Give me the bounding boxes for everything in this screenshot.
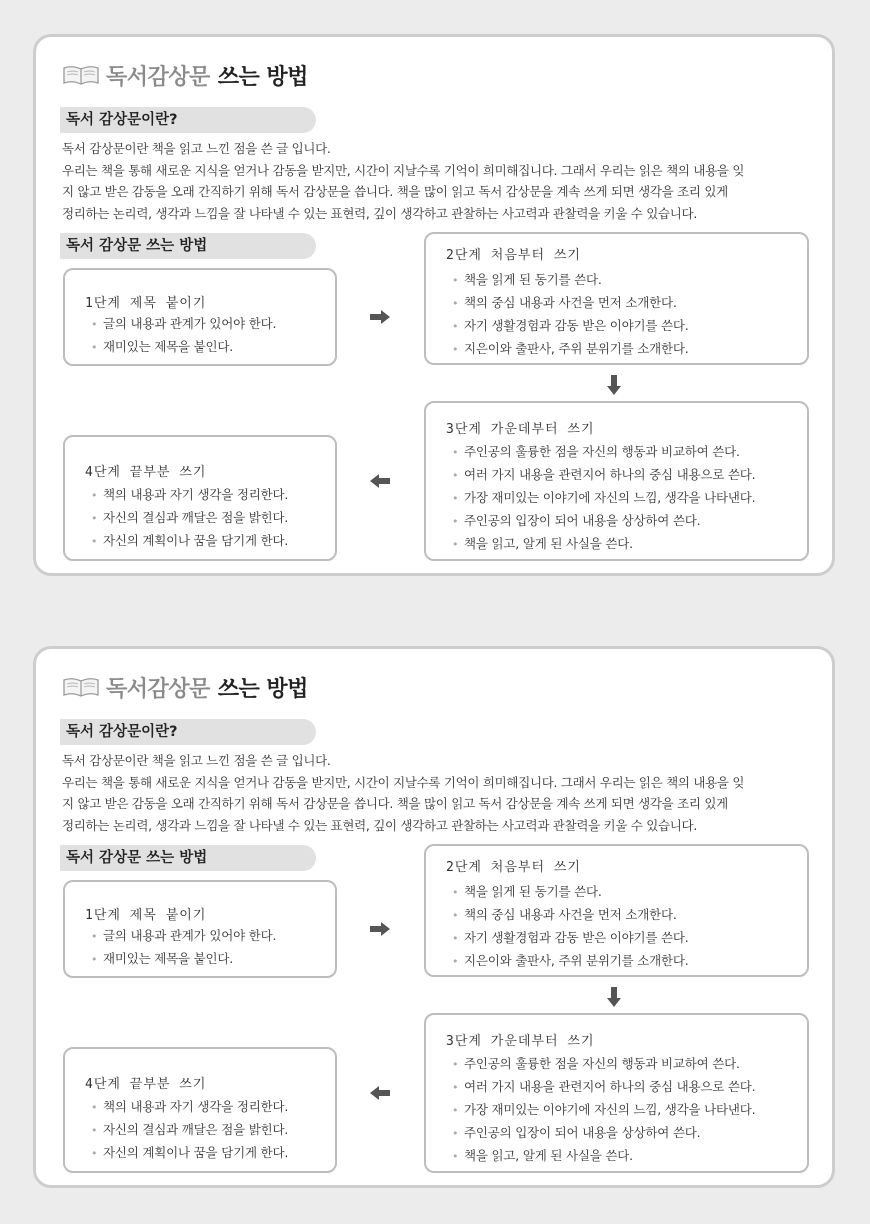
step-item [452,292,689,315]
bullet-icon: • [91,1124,98,1137]
step-title: 3단계 가운데부터 쓰기 [446,422,595,437]
arrow-right-icon [370,922,390,936]
step-item [452,464,755,487]
step-item [91,484,288,507]
intro-line: 독서 감상문이란 책을 읽고 느낀 점을 쓴 글 입니다. [62,753,331,768]
step-item [452,950,689,973]
step-item-text: 책의 중심 내용과 사건을 먼저 소개한다. [464,295,677,310]
step-item [91,336,276,359]
title-light: 독서감상문 [106,64,210,90]
bullet-icon: • [91,512,98,525]
step-item-text: 책의 중심 내용과 사건을 먼저 소개한다. [464,907,677,922]
intro-line: 우리는 책을 통해 새로운 지식을 얻거나 감동을 받지만, 시간이 지날수록 기억이 희미해집니다. 그래서 우리는 읽은 책의 내용을 잊 [62,774,745,790]
step-item [452,441,755,464]
bullet-icon: • [452,955,459,968]
guide-card [33,34,835,576]
intro-line: 지 않고 받은 감동을 오래 간직하기 위해 독서 감상문을 씁니다. 책을 많이 읽고 독서 감상문을 계속 쓰게 되면 생각을 조리 있게 [62,796,728,811]
step-item [452,533,755,556]
intro-line: 우리는 책을 통해 새로운 지식을 얻거나 감동을 받지만, 시간이 지날수록 기억이 희미해집니다. 그래서 우리는 읽은 책의 내용을 잊 [62,162,745,178]
bullet-icon: • [452,1150,459,1163]
step-title: 2단계 처음부터 쓰기 [446,860,581,875]
step-item-text: 지은이와 출판사, 주위 분위기를 소개한다. [464,341,689,356]
step-item [452,1099,755,1122]
intro-line: 독서 감상문이란 책을 읽고 느낀 점을 쓴 글 입니다. [62,141,331,156]
step-title: 3단계 가운데부터 쓰기 [446,1034,595,1049]
step-2-box [424,232,809,365]
bullet-icon: • [452,320,459,333]
bullet-icon: • [91,930,98,943]
step-item [452,1145,755,1168]
bullet-icon: • [452,909,459,922]
step-4-box [63,435,337,561]
step-item-text: 가장 재미있는 이야기에 자신의 느낌, 생각을 나타낸다. [464,1102,756,1117]
step-list [452,1053,755,1168]
step-item-text: 자기 생활경험과 감동 받은 이야기를 쓴다. [464,318,689,333]
card-title [62,59,308,91]
step-list [452,269,689,361]
title-light: 독서감상문 [106,676,210,702]
arrow-left-icon [370,1086,390,1100]
step-item-text: 자신의 계획이나 꿈을 담기게 한다. [103,1145,289,1160]
guide-card [33,646,835,1188]
bullet-icon: • [91,953,98,966]
intro-line: 정리하는 논리력, 생각과 느낌을 잘 나타낼 수 있는 표현력, 깊이 생각하고 관찰하는 사고력과 관찰력을 키울 수 있습니다. [62,817,697,833]
step-item-text: 재미있는 제목을 붙인다. [103,951,234,966]
step-item [452,269,689,292]
step-item [452,487,755,510]
section-how-to-label: 독서 감상문 쓰는 방법 [60,845,316,871]
step-item [91,925,276,948]
step-3-box [424,1013,809,1173]
bullet-icon: • [452,343,459,356]
step-item [91,507,288,530]
step-1-box [63,268,337,366]
step-item-text: 가장 재미있는 이야기에 자신의 느낌, 생각을 나타낸다. [464,490,756,505]
title-dark: 쓰는 방법 [217,64,308,90]
bullet-icon: • [91,535,98,548]
step-1-box [63,880,337,978]
step-item [91,530,288,553]
bullet-icon: • [91,1147,98,1160]
step-item-text: 주인공의 훌륭한 점을 자신의 행동과 비교하여 쓴다. [464,444,740,459]
intro-line: 정리하는 논리력, 생각과 느낌을 잘 나타낼 수 있는 표현력, 깊이 생각하고 관찰하는 사고력과 관찰력을 키울 수 있습니다. [62,205,697,221]
arrow-left-icon [370,474,390,488]
bullet-icon: • [452,274,459,287]
step-item [452,881,689,904]
step-title: 4단계 끝부분 쓰기 [85,465,207,480]
step-item [452,1076,755,1099]
arrow-down-icon [607,987,621,1007]
step-2-box [424,844,809,977]
bullet-icon: • [91,341,98,354]
title-dark: 쓰는 방법 [217,676,308,702]
step-item [91,313,276,336]
step-item-text: 여러 가지 내용을 관련지어 하나의 중심 내용으로 쓴다. [464,1079,756,1094]
step-item [91,948,276,971]
step-list [91,1096,288,1165]
step-item-text: 글의 내용과 관계가 있어야 한다. [103,316,277,331]
step-item [452,315,689,338]
step-list [91,313,276,359]
bullet-icon: • [452,515,459,528]
bullet-icon: • [452,538,459,551]
step-title: 4단계 끝부분 쓰기 [85,1077,207,1092]
step-title: 1단계 제목 붙이기 [85,908,207,923]
bullet-icon: • [452,886,459,899]
intro-line: 지 않고 받은 감동을 오래 간직하기 위해 독서 감상문을 씁니다. 책을 많이 읽고 독서 감상문을 계속 쓰게 되면 생각을 조리 있게 [62,184,728,199]
step-item-text: 주인공의 훌륭한 점을 자신의 행동과 비교하여 쓴다. [464,1056,740,1071]
step-item-text: 글의 내용과 관계가 있어야 한다. [103,928,277,943]
bullet-icon: • [91,489,98,502]
step-item-text: 책을 읽게 된 동기를 쓴다. [464,884,602,899]
step-item-text: 자신의 결심과 깨달은 점을 밝힌다. [103,1122,289,1137]
bullet-icon: • [452,1058,459,1071]
bullet-icon: • [452,446,459,459]
step-item-text: 책을 읽고, 알게 된 사실을 쓴다. [464,536,633,551]
bullet-icon: • [452,932,459,945]
section-how-to-label: 독서 감상문 쓰는 방법 [60,233,316,259]
step-item-text: 주인공의 입장이 되어 내용을 상상하여 쓴다. [464,1125,701,1140]
bullet-icon: • [91,318,98,331]
step-item-text: 책의 내용과 자기 생각을 정리한다. [103,1099,289,1114]
intro-text [62,750,822,836]
arrow-down-icon [607,375,621,395]
step-item [452,927,689,950]
section-what-is-label: 독서 감상문이란? [60,107,316,133]
step-item-text: 책을 읽고, 알게 된 사실을 쓴다. [464,1148,633,1163]
step-list [91,484,288,553]
step-item [452,904,689,927]
bullet-icon: • [452,469,459,482]
step-item-text: 자신의 결심과 깨달은 점을 밝힌다. [103,510,289,525]
step-item [91,1119,288,1142]
intro-text [62,138,822,224]
step-item-text: 책의 내용과 자기 생각을 정리한다. [103,487,289,502]
step-item [91,1142,288,1165]
step-list [452,881,689,973]
step-4-box [63,1047,337,1173]
section-what-is-label: 독서 감상문이란? [60,719,316,745]
open-book-icon [62,676,100,698]
step-title: 2단계 처음부터 쓰기 [446,248,581,263]
step-item-text: 주인공의 입장이 되어 내용을 상상하여 쓴다. [464,513,701,528]
step-item-text: 자기 생활경험과 감동 받은 이야기를 쓴다. [464,930,689,945]
bullet-icon: • [452,297,459,310]
card-title [62,671,308,703]
step-item-text: 재미있는 제목을 붙인다. [103,339,234,354]
step-item-text: 지은이와 출판사, 주위 분위기를 소개한다. [464,953,689,968]
open-book-icon [62,64,100,86]
bullet-icon: • [452,1127,459,1140]
step-item [452,338,689,361]
step-title: 1단계 제목 붙이기 [85,296,207,311]
step-item [452,510,755,533]
step-item [452,1053,755,1076]
step-3-box [424,401,809,561]
step-list [452,441,755,556]
step-item-text: 책을 읽게 된 동기를 쓴다. [464,272,602,287]
step-list [91,925,276,971]
arrow-right-icon [370,310,390,324]
step-item [452,1122,755,1145]
bullet-icon: • [452,492,459,505]
step-item-text: 여러 가지 내용을 관련지어 하나의 중심 내용으로 쓴다. [464,467,756,482]
bullet-icon: • [452,1104,459,1117]
step-item [91,1096,288,1119]
step-item-text: 자신의 계획이나 꿈을 담기게 한다. [103,533,289,548]
bullet-icon: • [452,1081,459,1094]
bullet-icon: • [91,1101,98,1114]
